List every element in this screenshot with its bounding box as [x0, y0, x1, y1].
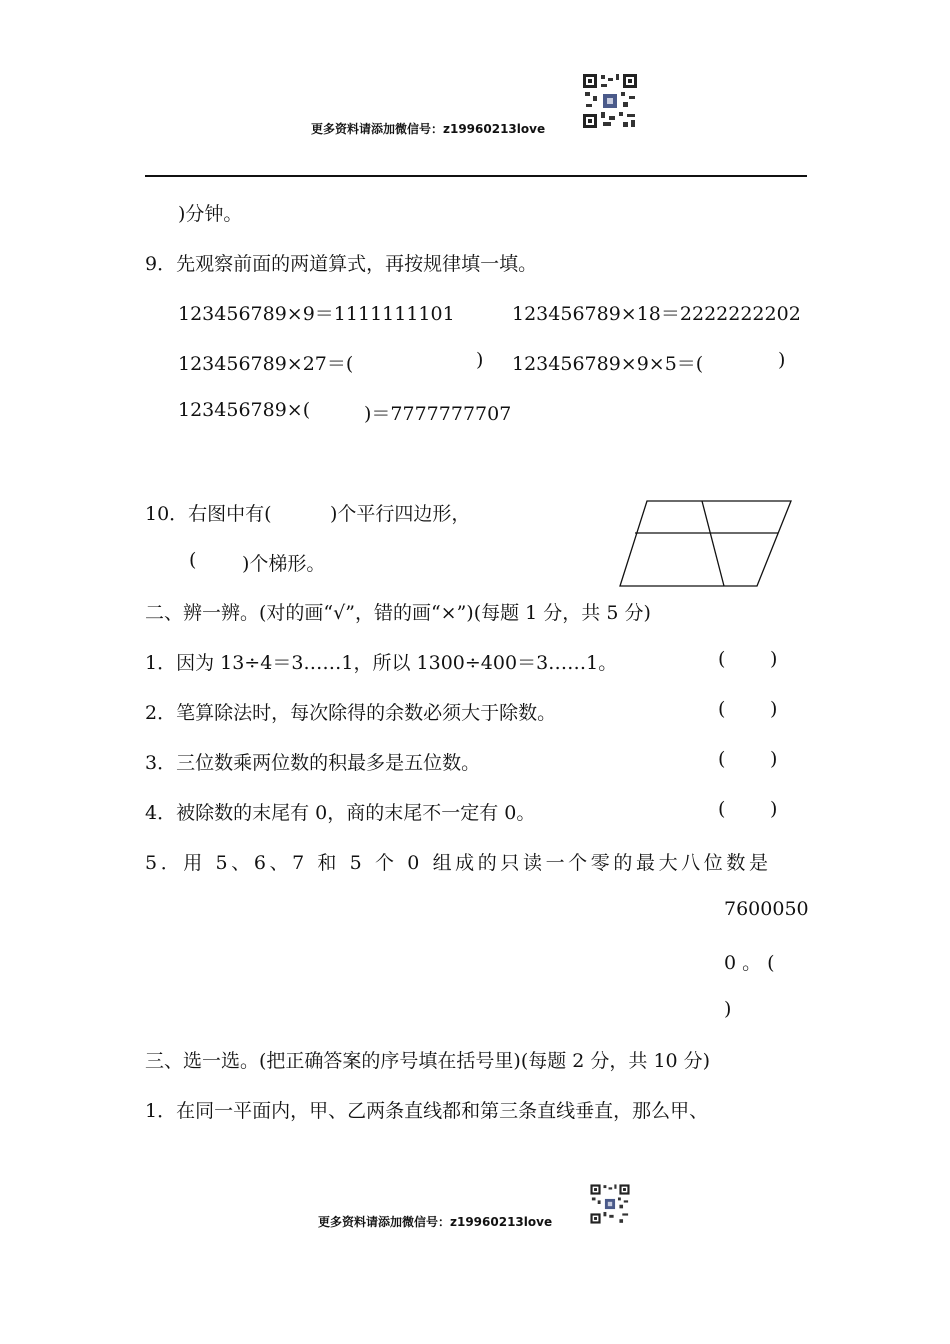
s2-item-3-paren-open: ( [718, 748, 726, 770]
s2-item-3-paren-close: ) [770, 748, 778, 770]
section3-title: 三、选一选。(把正确答案的序号填在括号里)(每题 2 分，共 10 分) [145, 1050, 711, 1072]
s3-q1: 1．在同一平面内，甲、乙两条直线都和第三条直线垂直，那么甲、 [145, 1100, 709, 1122]
q9-title: 9．先观察前面的两道算式，再按规律填一填。 [145, 253, 538, 275]
s2-item-1-paren-close: ) [770, 648, 778, 670]
footer-qr-code-icon [589, 1183, 631, 1225]
q10-line2-a: ( [189, 549, 197, 571]
s2-item-5-line1: 5．用 5、6、7 和 5 个 0 组成的只读一个零的最大八位数是 [145, 852, 772, 874]
s2-item-1: 1．因为 13÷4＝3……1，所以 1300÷400＝3……1。 [145, 652, 618, 674]
s2-item-5-line4: ) [724, 998, 732, 1020]
q9-eq5-right: )＝7777777707 [364, 403, 512, 425]
header-wechat-text: 更多资料请添加微信号：z19960213love [311, 122, 546, 136]
q9-eq4-right: ) [778, 349, 786, 371]
q9-eq1: 123456789×9＝1111111101 [178, 303, 455, 325]
q10-line1-a: 10．右图中有( [145, 503, 272, 525]
s2-item-2: 2．笔算除法时，每次除得的余数必须大于除数。 [145, 702, 557, 724]
q10-line2-b: )个梯形。 [242, 553, 326, 575]
s2-item-2-paren-close: ) [770, 698, 778, 720]
s2-item-4-paren-open: ( [718, 798, 726, 820]
parallelogram-figure [615, 495, 795, 590]
s2-item-4: 4．被除数的末尾有 0，商的末尾不一定有 0。 [145, 802, 536, 824]
s2-item-4-paren-close: ) [770, 798, 778, 820]
s2-item-1-paren-open: ( [718, 648, 726, 670]
q9-eq3-right: ) [476, 349, 484, 371]
footer-wechat-text: 更多资料请添加微信号：z19960213love [318, 1215, 553, 1229]
s2-item-2-paren-open: ( [718, 698, 726, 720]
header-qr-code-icon [581, 72, 639, 130]
s2-item-5-line2: 7600050 [724, 898, 809, 920]
section2-title: 二、辨一辨。(对的画“√”，错的画“×”)(每题 1 分，共 5 分) [145, 602, 651, 624]
q8-tail: )分钟。 [178, 203, 243, 225]
header-divider [145, 175, 807, 177]
q9-eq2: 123456789×18＝2222222202 [512, 303, 801, 325]
s2-item-3: 3．三位数乘两位数的积最多是五位数。 [145, 752, 481, 774]
q10-line1-b: )个平行四边形， [330, 503, 471, 525]
q9-eq4-left: 123456789×9×5＝( [512, 353, 704, 375]
s2-item-5-line3: 0 。 ( [724, 952, 775, 974]
q9-eq3-left: 123456789×27＝( [178, 353, 354, 375]
q9-eq5-left: 123456789×( [178, 399, 311, 421]
